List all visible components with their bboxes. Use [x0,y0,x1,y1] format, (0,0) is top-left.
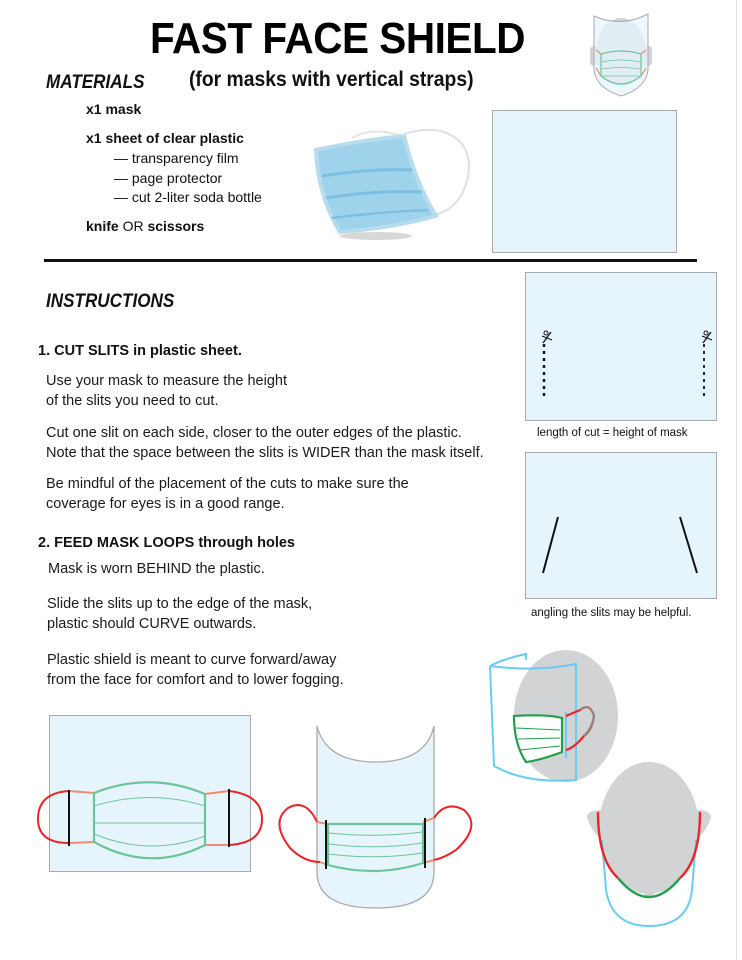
flat-mask-through-slits [30,715,250,875]
scissors-icon [702,331,712,343]
curved-shield-with-mask [276,722,498,912]
mask-outline [94,782,205,858]
materials-heading: MATERIALS [46,72,145,93]
plastic-sheet-illustration [492,110,677,253]
left-loop-red [279,805,320,862]
top-view-head-with-shield [584,760,714,932]
cut-caption: length of cut = height of mask [537,427,688,439]
step-1-paragraph [46,474,409,514]
material-tools [86,218,204,234]
scissors-icon [542,331,552,343]
text-line: Cut one slit on each side, closer to the outer edges of the plastic. [46,425,462,441]
vertical-slits [525,272,717,421]
tool-scissors: scissors [147,218,205,234]
surgical-mask-illustration [312,124,476,246]
tool-knife: knife [86,218,119,234]
text-line: Slide the slits up to the edge of the mask, [47,596,313,612]
text-line: from the face for comfort and to lower fogging. [47,672,344,688]
text-line: Mask is worn BEHIND the plastic. [48,561,265,577]
instructions-heading: INSTRUCTIONS [46,291,175,312]
curved-shield [317,726,434,908]
page-title: FAST FACE SHIELD [150,14,525,63]
plastic-option: — page protector [114,170,223,186]
step-1-title: 1. CUT SLITS in plastic sheet. [38,343,242,359]
angle-caption: angling the slits may be helpful. [531,607,692,619]
text-line: Use your mask to measure the height [46,373,287,389]
mask-pleats [94,798,205,847]
angled-slit-left [543,517,558,573]
angled-slit-right [680,517,697,573]
right-loop-salmon [205,791,229,845]
angled-slits [525,452,717,599]
step-2-paragraph [48,559,265,579]
step-1-paragraph [46,423,484,463]
right-loop-red [434,806,471,860]
text-line: Note that the space between the slits is WIDER than the mask itself. [46,445,484,461]
mask-shadow [340,232,412,240]
left-loop-salmon [69,791,94,843]
text-line: Plastic shield is meant to curve forward/away [47,652,337,668]
section-divider [44,259,697,262]
step-2-paragraph [47,650,344,690]
text-line: plastic should CURVE outwards. [47,616,257,632]
right-loop-red [229,791,262,845]
step-1-paragraph [46,371,287,411]
left-loop-red [38,791,69,843]
step-2-paragraph [47,594,312,634]
plastic-option: — transparency film [114,150,239,166]
text-line: Be mindful of the placement of the cuts to make sure the [46,476,409,492]
text-line: coverage for eyes is in a good range. [46,496,285,512]
material-mask: x1 mask [86,101,142,117]
material-plastic: x1 sheet of clear plastic [86,130,244,146]
plastic-option: — cut 2-liter soda bottle [114,189,262,205]
page-subtitle: (for masks with vertical straps) [189,68,474,91]
step-2-title: 2. FEED MASK LOOPS through holes [38,535,295,551]
tool-or: OR [118,218,148,234]
side-view-head-with-shield [486,652,596,784]
text-line: of the slits you need to cut. [46,393,219,409]
face-shield-head-icon [588,10,654,100]
